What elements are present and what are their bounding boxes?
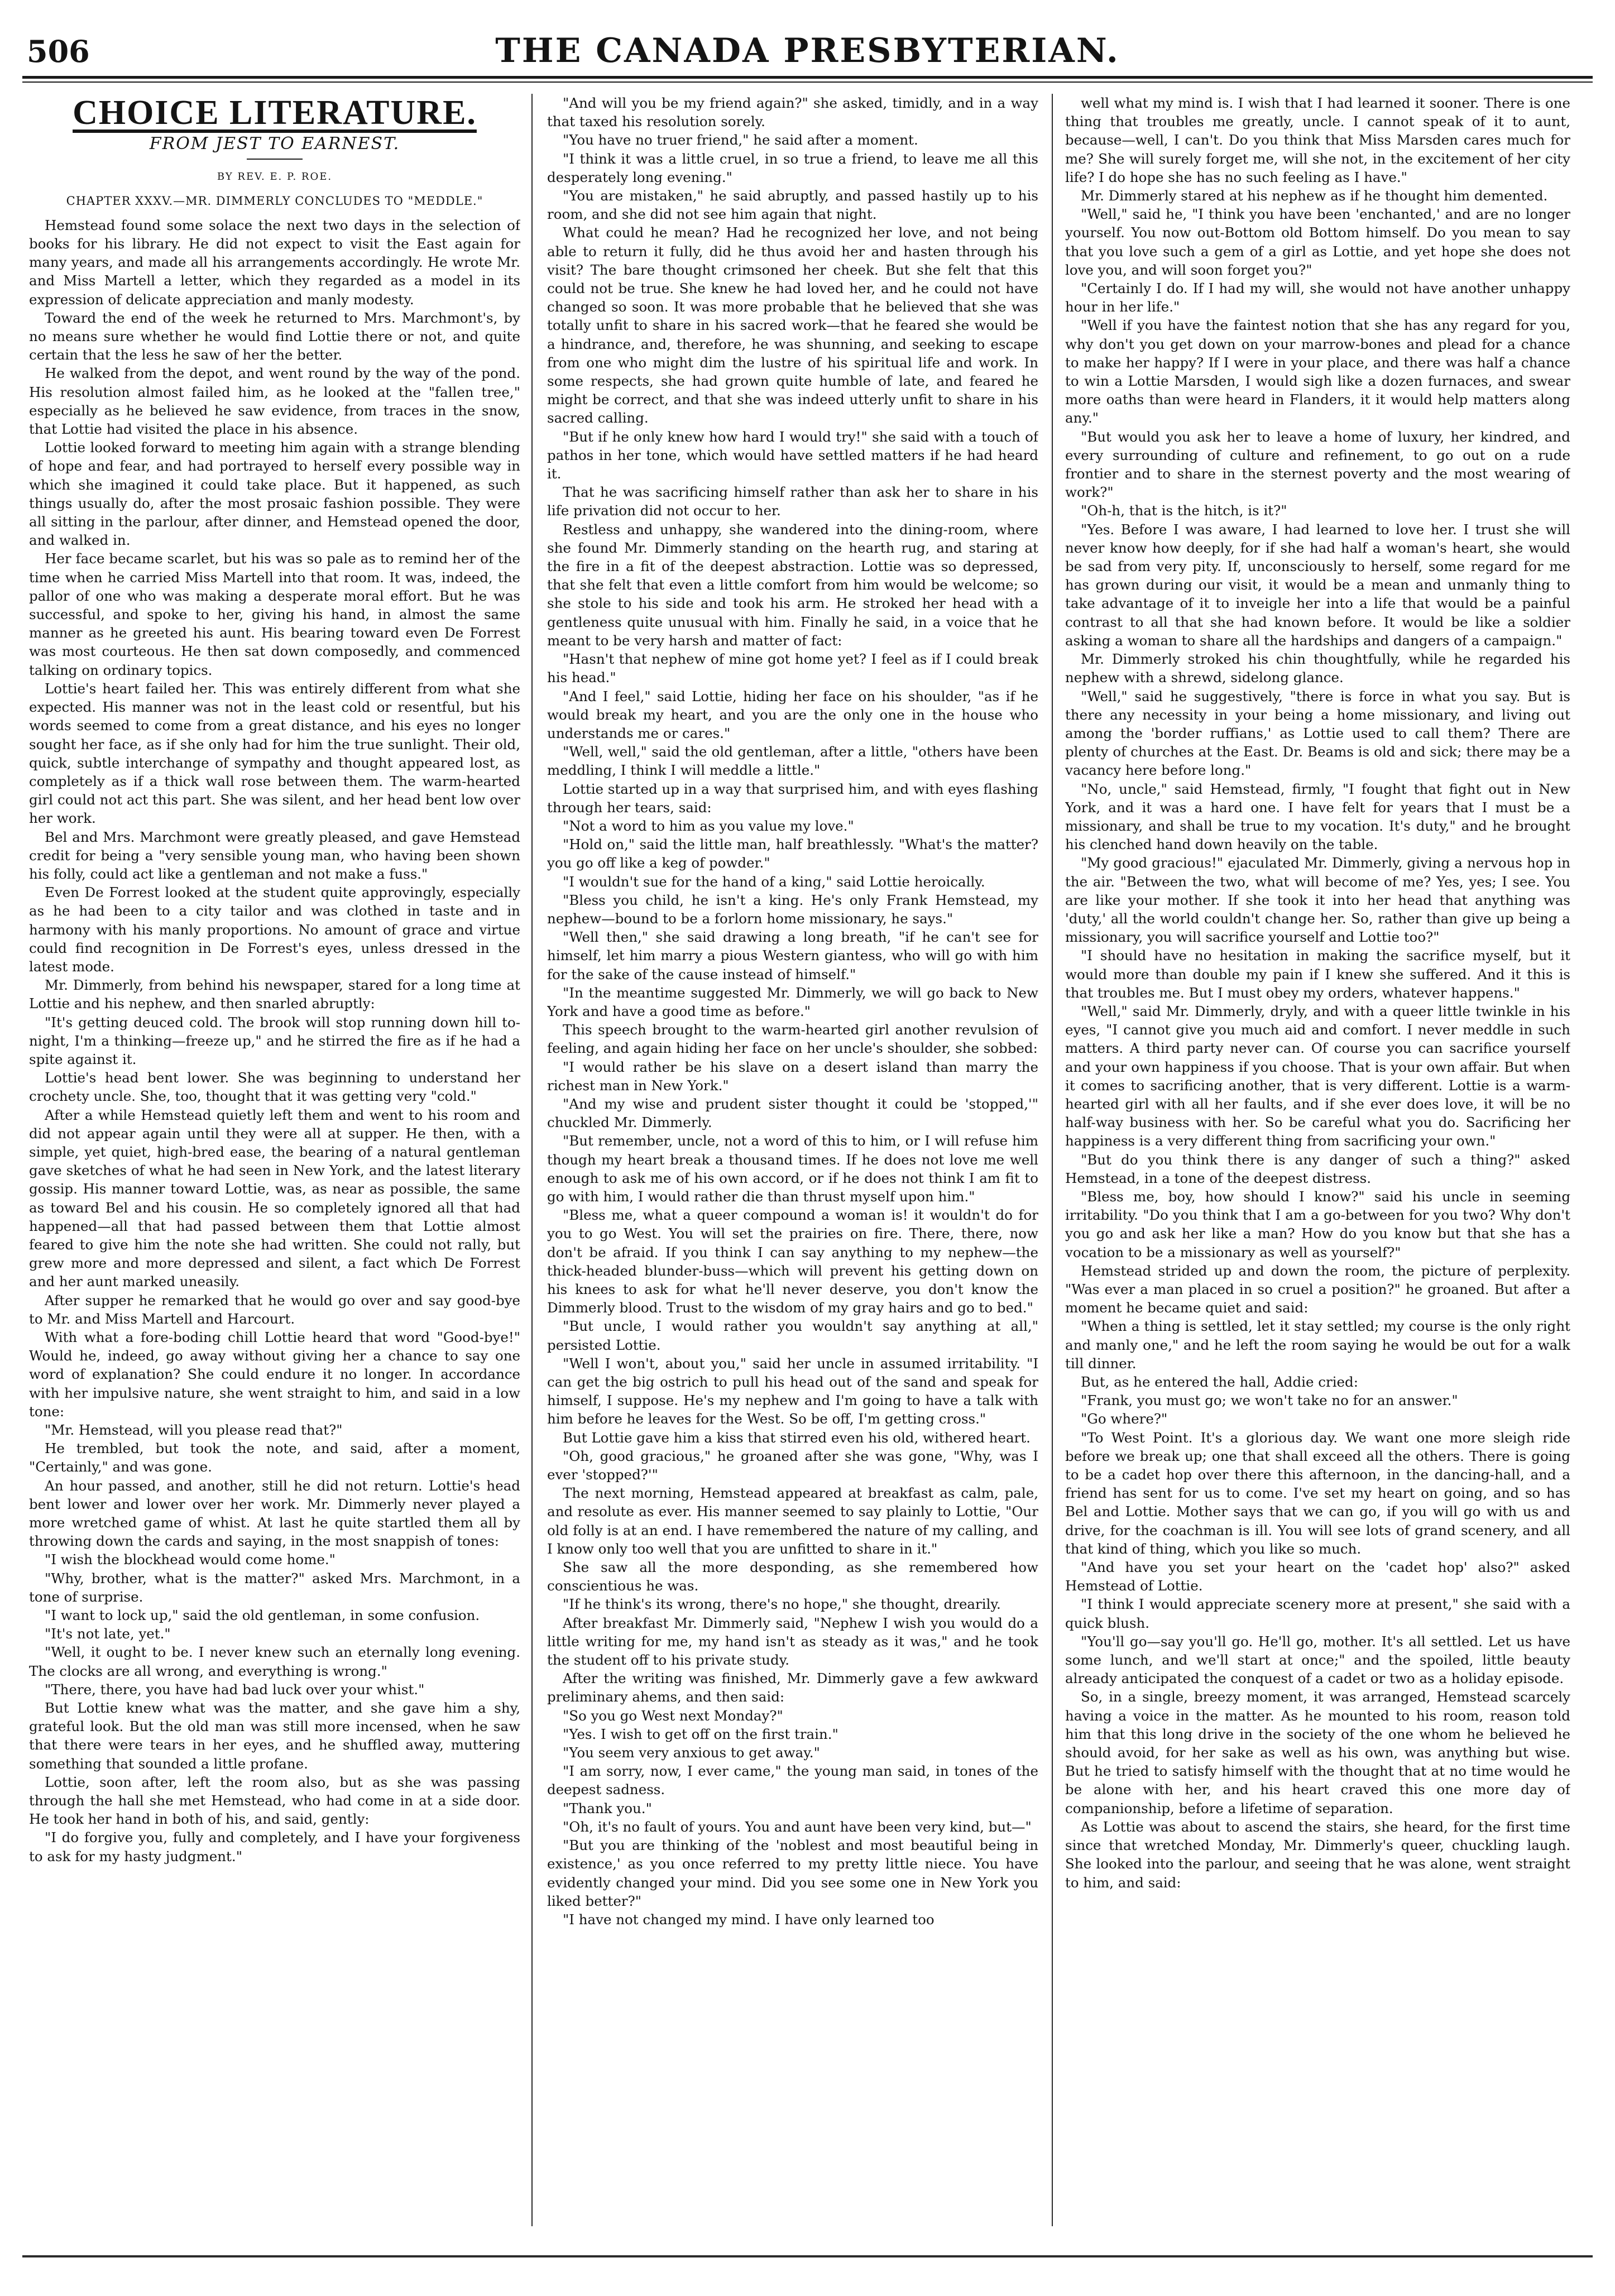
paragraph: "Yes. Before I was aware, I had learned to love her. I trust she will never know how deeply, for if she had half a woman's heart, she would be sad from very pity. If, unconsciously to herself, some regard for me has grown during our visit, it would be a mean and unmanly thing to take advantage of it to inveigle her into a life that would be a painful contrast to all that she had known before. It would be like a soldier asking a woman to share all the hardships and dangers of a campaign." bbox=[1065, 521, 1570, 649]
paragraph: "Frank, you must go; we won't take no for an answer." bbox=[1081, 1392, 1458, 1409]
paragraph: "Go where?" bbox=[1081, 1411, 1168, 1427]
paragraph: The next morning, Hemstead appeared at breakfast as calm, pale, and resolute as ever. His manner seemed to say plainly to Lottie, "Our old folly is at an end. I have remembered the nature of my calling, and I know only too well that you are unfitted to share in it." bbox=[547, 1485, 1038, 1557]
paragraph: "Well, well," said the old gentleman, after a little, "others have been meddling, I think I will meddle a little." bbox=[547, 744, 1038, 779]
paragraph: But, as he entered the hall, Addie cried: bbox=[1081, 1374, 1358, 1391]
paragraph: Lottie started up in a way that surprised him, and with eyes flashing through her tears, said: bbox=[547, 780, 1038, 816]
paragraph: He trembled, but took the note, and said, after a moment, "Certainly," and was gone. bbox=[29, 1440, 520, 1475]
paragraph: "Well I won't, about you," said her uncle in assumed irritability. "I can get the big ostrich to pull his head out of the sand and speak for himself, I suppose. He's my nephew and I'm going to have a talk with him before he leaves for the West. So be off, I'm getting cross." bbox=[547, 1355, 1038, 1427]
paragraph: As Lottie was about to ascend the stairs, she heard, for the first time since that wretched Monday, Mr. Dimmerly's queer, chuckling laugh. She looked into the parlour, and seeing that he was alone, went straight to him, and said: bbox=[1065, 1818, 1570, 1891]
paragraph: "I have not changed my mind. I have only learned too bbox=[563, 1911, 935, 1928]
section-heading: CHOICE LITERATURE. bbox=[73, 94, 477, 132]
paragraph: "You seem very anxious to get away." bbox=[563, 1744, 820, 1761]
paragraph: "I should have no hesitation in making the sacrifice myself, but it would more than double my pain if I knew she suffered. And it this is that troubles me. But I must obey my orders, whatever happens." bbox=[1065, 947, 1570, 1001]
paragraph: She saw all the more desponding, as she remembered how conscientious he was. bbox=[547, 1559, 1038, 1594]
paragraph: Lottie's head bent lower. She was beginning to understand her crochety uncle. She, too, thought that it was getting very "cold." bbox=[29, 1070, 520, 1105]
paragraph: "Oh, it's no fault of yours. You and aunt have been very kind, but—" bbox=[563, 1818, 1032, 1835]
header-rule bbox=[22, 76, 1593, 79]
paragraph: An hour passed, and another, still he did not return. Lottie's head bent lower and lower over her work. Mr. Dimmerly never played a more wretched game of whist. At last he quite startled them all by throwing down the cards and saying, in the most snappish of tones: bbox=[29, 1477, 520, 1550]
paragraph: "But do you think there is any danger of such a thing?" asked Hemstead, in a tone of the deepest distress. bbox=[1065, 1151, 1570, 1186]
paragraph: "Well, it ought to be. I never knew such an eternally long evening. The clocks are all wrong, and everything is wrong." bbox=[29, 1644, 520, 1679]
paragraph: "Thank you." bbox=[563, 1800, 652, 1816]
column-3-text bbox=[1065, 94, 1570, 1892]
paragraph: Mr. Dimmerly, from behind his newspaper, stared for a long time at Lottie and his nephew, and then snarled abruptly: bbox=[29, 977, 520, 1012]
paragraph: well what my mind is. I wish that I had learned it sooner. There is one thing that troubles me greatly, uncle. I cannot speak of it to aunt, because—well, I can't. Do you think that Miss Marsden cares much for me? She will surely forget me, will she not, in the excitement of her city life? I do hope she has no such feeling as I have." bbox=[1065, 95, 1570, 185]
paragraph: Lottie's heart failed her. This was entirely different from what she expected. His manner was not in the least cold or resentful, but his words seemed to come from a great distance, and his eyes no longer sought her face, as if she only had for him the true sunlight. Their old, quick, subtle interchange of sympathy and thought appeared lost, as completely as if a thick wall rose between them. The warm-hearted girl could not act this part. She was silent, and her head bent low over her work. bbox=[29, 680, 520, 827]
paragraph: "Well," said Mr. Dimmerly, dryly, and with a queer little twinkle in his eyes, "I cannot give you much aid and comfort. I never meddle in such matters. A third party never can. Of course you can sacrifice yourself and your own happiness if you choose. That is your own affair. But when it comes to sacrificing another, that is very different. Lottie is a warm-hearted girl with all her faults, and if she ever does love, it will be no half-way business with her. So be careful what you do. Sacrificing her happiness is a very different thing from sacrificing your own." bbox=[1065, 1003, 1570, 1149]
paragraph: After supper he remarked that he would go over and say good-bye to Mr. and Miss Martell and Harcourt. bbox=[29, 1292, 520, 1327]
paragraph: "I do forgive you, fully and completely, and I have your forgiveness to ask for my hasty judgment." bbox=[29, 1829, 520, 1864]
paragraph: "But uncle, I would rather you wouldn't say anything at all," persisted Lottie. bbox=[547, 1318, 1038, 1353]
paragraph: "Well," said he suggestively, "there is force in what you say. But is there any necessity in your being a home missionary, and living out among the 'border ruffians,' as Lottie used to call them? There are plenty of churches at the East. Dr. Beams is old and sick; there may be a vacancy here before long." bbox=[1065, 688, 1570, 779]
paragraph: "Well if you have the faintest notion that she has any regard for you, why don't you get down on your marrow-bones and plead for a chance to make her happy? If I were in your place, and there was half a chance to win a Lottie Marsden, I would sigh like a dozen furnaces, and swear more oaths than were heard in Flanders, it it would help matters along any." bbox=[1065, 317, 1570, 426]
paragraph: "Certainly I do. If I had my will, she would not have another unhappy hour in her life." bbox=[1065, 280, 1570, 315]
paragraph: "I think I would appreciate scenery more at present," she said with a quick blush. bbox=[1065, 1596, 1570, 1631]
paragraph: Lottie looked forward to meeting him again with a strange blending of hope and fear, and had portrayed to herself every possible way in which she imagined it could take place. But it happened, as such things usually do, after the most prosaic fashion possible. They were all sitting in the parlour, after dinner, and Hemstead opened the door, and walked in. bbox=[29, 439, 520, 549]
paragraph: After a while Hemstead quietly left them and went to his room and did not appear again until they were all at supper. He then, with a simple, yet quiet, high-bred ease, the bearing of a natural gentleman gave sketches of what he had seen in New York, and the latest literary gossip. His manner toward Lottie, was, as near as possible, the same as toward Bel and his cousin. He so completely ignored all that had happened—all that had passed between them that Lottie almost feared to give him the note she had written. She could not rally, but grew more and more depressed and silent, a fact which De Forrest and her aunt marked uneasily. bbox=[29, 1106, 520, 1290]
paragraph: But Lottie gave him a kiss that stirred even his old, withered heart. bbox=[563, 1429, 1031, 1446]
page-number: 506 bbox=[27, 33, 90, 69]
paragraph: This speech brought to the warm-hearted girl another revulsion of feeling, and again hiding her face on her uncle's shoulder, she sobbed: bbox=[547, 1022, 1038, 1057]
paragraph: "Hasn't that nephew of mine got home yet? I feel as if I could break his head." bbox=[547, 651, 1038, 686]
paragraph: "But if he only knew how hard I would try!" she said with a touch of pathos in her tone, which would have settled matters if he had heard it. bbox=[547, 428, 1038, 482]
paragraph: Hemstead found some solace the next two days in the selection of books for his library. He did not expect to visit the East again for many years, and made all his arrangements accordingly. He wrote Mr. and Miss Martell a letter, which they regarded as a model in its expression of delicate appreciation and manly modesty. bbox=[29, 217, 520, 308]
column-divider bbox=[1052, 94, 1053, 2226]
paragraph: "I would rather be his slave on a desert island than marry the richest man in New York." bbox=[547, 1058, 1038, 1094]
paragraph: After the writing was finished, Mr. Dimmerly gave a few awkward preliminary ahems, and then said: bbox=[547, 1670, 1038, 1705]
chapter-heading: CHAPTER XXXV.—MR. DIMMERLY CONCLUDES TO "MEDDLE." bbox=[66, 194, 483, 208]
paragraph: "Hold on," said the little man, half breathlessly. "What's the matter? you go off like a keg of powder." bbox=[547, 836, 1038, 871]
paragraph: "Not a word to him as you value my love." bbox=[563, 817, 854, 834]
paragraph: "Well," said he, "I think you have been 'enchanted,' and are no longer yourself. You now out-Bottom old Bottom himself. Do you mean to say that you love such a gem of a girl as Lottie, and yet hope she does not love you, and will soon forget you?" bbox=[1065, 206, 1570, 278]
paragraph: "Why, brother, what is the matter?" asked Mrs. Marchmont, in a tone of surprise. bbox=[29, 1570, 520, 1605]
paragraph: "My good gracious!" ejaculated Mr. Dimmerly, giving a nervous hop in the air. "Between the two, what will become of me? Yes, yes; I see. You are like your mother. If she took it into her head that anything was 'duty,' all the world couldn't change her. So, rather than give up being a missionary, you will sacrifice yourself and Lottie too?" bbox=[1065, 855, 1570, 946]
paragraph: Bel and Mrs. Marchmont were greatly pleased, and gave Hemstead credit for being a "very sensible young man, who having been shown his folly, could act like a gentleman and not make a fuss." bbox=[29, 828, 520, 882]
column-divider bbox=[531, 94, 533, 2226]
paragraph: "Well then," she said drawing a long breath, "if he can't see for himself, let him marry a pious Western giantess, who will go with him for the sake of the cause instead of himself." bbox=[547, 929, 1038, 982]
column-2-text bbox=[547, 94, 1038, 1929]
paragraph: "But remember, uncle, not a word of this to him, or I will refuse him though my heart break a thousand times. If he does not love me well enough to ask me of his own accord, or if he does not think I am fit to go with him, I would rather die than thrust myself upon him." bbox=[547, 1133, 1038, 1205]
paragraph: So, in a single, breezy moment, it was arranged, Hemstead scarcely having a voice in the matter. As he mounted to his room, reason told him that this long drive in the society of the one whom he believed he should avoid, for her sake as well as his own, was anything but wise. But he tried to satisfy himself with the thought that at no time would he be alone with her, and his heart craved this one more day of companionship, before a lifetime of separation. bbox=[1065, 1689, 1570, 1816]
byline: BY REV. E. P. ROE. bbox=[217, 171, 333, 183]
story-title: FROM JEST TO EARNEST. bbox=[149, 134, 400, 154]
paragraph: What could he mean? Had he recognized her love, and not being able to return it fully, did he thus avoid her and hasten through his visit? The bare thought crimsoned her cheek. But she felt that this could not be true. She knew he had loved her, and he could not have changed so soon. It was more probable that he believed that she was totally unfit to share in his sacred work—that he feared she would be a hindrance, and, therefore, he was shunning, and seeking to escape from one who might dim the lustre of his spiritual life and work. In some respects, she had grown quite humble of late, and feared he might be correct, and that she was indeed utterly unfit to share in his sacred calling. bbox=[547, 224, 1038, 426]
header-rule-thin bbox=[22, 82, 1593, 83]
paragraph: "To West Point. It's a glorious day. We want one more sleigh ride before we break up; one that shall exceed all the others. There is going to be a cadet hop over there this afternoon, in the dancing-hall, and a friend has sent for us to come. I've set my heart on going, and so has Bel and Lottie. Mother says that we can go, if you will go with us and drive, for the coachman is ill. You will see lots of grand scenery, and all that kind of thing, which you like so much. bbox=[1065, 1429, 1570, 1557]
paragraph: Hemstead strided up and down the room, the picture of perplexity. "Was ever a man placed in so cruel a position?" he groaned. But after a moment he became quiet and said: bbox=[1065, 1262, 1570, 1316]
title-rule bbox=[247, 159, 303, 160]
paragraph: "In the meantime suggested Mr. Dimmerly, we will go back to New York and have a good time as before." bbox=[547, 984, 1038, 1019]
column-1 bbox=[29, 94, 520, 2226]
paragraph: "Yes. I wish to get off on the first train." bbox=[563, 1725, 838, 1742]
paragraph: "I wouldn't sue for the hand of a king," said Lottie heroically. bbox=[563, 873, 985, 890]
paragraph: "Bless me, what a queer compound a woman is! it wouldn't do for you to go West. You will set the prairies on fire. There, there, now don't be afraid. If you think I can say anything to my nephew—the thick-headed blunder-buss—which will prevent his getting down on his knees to ask for what he'll never deserve, you don't know the Dimmerly blood. Trust to the wisdom of my gray hairs and go to bed." bbox=[547, 1207, 1038, 1316]
paragraph: With what a fore-boding chill Lottie heard that word "Good-bye!" Would he, indeed, go away without giving her a chance to say one word of explanation? She could endure it no longer. In accordance with her impulsive nature, she went straight to him, and said in a low tone: bbox=[29, 1329, 520, 1420]
paragraph: Her face became scarlet, but his was so pale as to remind her of the time when he carried Miss Martell into that room. It was, indeed, the pallor of one who was making a desperate moral effort. But he was successful, and spoke to her, giving his hand, in almost the same manner as he greeted his aunt. His bearing toward even De Forrest was most courteous. He then sat down composedly, and commenced talking on ordinary topics. bbox=[29, 550, 520, 678]
paragraph: "And will you be my friend again?" she asked, timidly, and in a way that taxed his resolution sorely. bbox=[547, 95, 1038, 130]
paragraph: "You are mistaken," he said abruptly, and passed hastily up to his room, and she did not see him again that night. bbox=[547, 188, 1038, 223]
paragraph: "I am sorry, now, I ever came," the young man said, in tones of the deepest sadness. bbox=[547, 1763, 1038, 1798]
paragraph: "When a thing is settled, let it stay settled; my course is the only right and manly one," and he left the room saying he would be out for a walk till dinner. bbox=[1065, 1318, 1570, 1372]
column-1-text bbox=[29, 216, 520, 1866]
paragraph: Lottie, soon after, left the room also, but as she was passing through the hall she met Hemstead, who had come in at a side door. He took her hand in both of his, and said, gently: bbox=[29, 1773, 520, 1828]
paragraph: "Bless me, boy, how should I know?" said his uncle in seeming irritability. "Do you think that I am a go-between for you two? Why don't you go and ask her like a man? How do you know but that she has a vocation to be a missionary as well as yourself?" bbox=[1065, 1188, 1570, 1260]
paragraph: "And I feel," said Lottie, hiding her face on his shoulder, "as if he would break my heart, and you are the only one in the house who understands me or cares." bbox=[547, 688, 1038, 741]
paragraph: "I think it was a little cruel, in so true a friend, to leave me all this desperately long evening." bbox=[547, 150, 1038, 185]
paragraph: "So you go West next Monday?" bbox=[563, 1707, 783, 1724]
paragraph: "Mr. Hemstead, will you please read that?" bbox=[45, 1422, 343, 1439]
paragraph: "And my wise and prudent sister thought it could be 'stopped,'" chuckled Mr. Dimmerly. bbox=[547, 1095, 1038, 1131]
masthead: THE CANADA PRESBYTERIAN. bbox=[495, 31, 1120, 70]
footer-rule bbox=[22, 2255, 1593, 2257]
paragraph: "You have no truer friend," he said after a moment. bbox=[563, 132, 918, 148]
paragraph: "Oh-h, that is the hitch, is it?" bbox=[1081, 502, 1287, 519]
paragraph: Toward the end of the week he returned to Mrs. Marchmont's, by no means sure whether he would find Lottie there or not, and quite certain that the less he saw of her the better. bbox=[29, 309, 520, 363]
paragraph: "I wish the blockhead would come home." bbox=[45, 1551, 336, 1568]
paragraph: But Lottie knew what was the matter, and she gave him a shy, grateful look. But the old man was still more incensed, when he saw that there were tears in her eyes, and he shuffled away, muttering something that sounded a little profane. bbox=[29, 1700, 520, 1772]
paragraph: "But would you ask her to leave a home of luxury, her kindred, and every surrounding of culture and refinement, to go out on a rude frontier and to share in the sternest poverty and the most wearing of work?" bbox=[1065, 428, 1570, 501]
paragraph: "I want to lock up," said the old gentleman, in some confusion. bbox=[45, 1607, 480, 1624]
paragraph: That he was sacrificing himself rather than ask her to share in his life privation did not occur to her. bbox=[547, 484, 1038, 519]
paragraph: "It's getting deuced cold. The brook will stop running down hill to-night, I'm a thinking—freeze up," and he stirred the fire as if he had a spite against it. bbox=[29, 1014, 520, 1067]
paragraph: He walked from the depot, and went round by the way of the pond. His resolution almost failed him, as he looked at the "fallen tree," especially as he believed he saw evidence, from traces in the snow, that Lottie had visited the place in his absence. bbox=[29, 365, 520, 438]
column-3 bbox=[1065, 94, 1570, 2226]
paragraph: "Bless you child, he isn't a king. He's only Frank Hemstead, my nephew—bound to be a forlorn home missionary, he says." bbox=[547, 891, 1038, 927]
paragraph: "And have you set your heart on the 'cadet hop' also?" asked Hemstead of Lottie. bbox=[1065, 1559, 1570, 1594]
paragraph: "There, there, you have had bad luck over your whist." bbox=[45, 1681, 425, 1698]
paragraph: "You'll go—say you'll go. He'll go, mother. It's all settled. Let us have some lunch, and we'll start at once;" and the spoiled, little beauty already anticipated the conquest of a cadet or two as a holiday episode. bbox=[1065, 1633, 1570, 1687]
paragraph: "It's not late, yet." bbox=[45, 1626, 171, 1642]
paragraph: After breakfast Mr. Dimmerly said, "Nephew I wish you would do a little writing for me, my hand isn't as steady as it was," and he took the student off to his private study. bbox=[547, 1614, 1038, 1669]
paragraph: "Oh, good gracious," he groaned after she was gone, "Why, was I ever 'stopped?'" bbox=[547, 1447, 1038, 1483]
paragraph: "If he think's its wrong, there's no hope," she thought, drearily. bbox=[563, 1596, 1001, 1613]
paragraph: "No, uncle," said Hemstead, firmly, "I fought that fight out in New York, and it was a hard one. I have felt for years that I must be a missionary, and shall be true to my vocation. It's duty," and he brought his clenched hand down heavily on the table. bbox=[1065, 780, 1570, 853]
column-2 bbox=[547, 94, 1038, 2226]
paragraph: Mr. Dimmerly stroked his chin thoughtfully, while he regarded his nephew with a shrewd, sidelong glance. bbox=[1065, 651, 1570, 686]
paragraph: Even De Forrest looked at the student quite approvingly, especially as he had been to a city tailor and was clothed in taste and in harmony with his manly proportions. No amount of grace and virtue could find recognition in De Forrest's eyes, unless dressed in the latest mode. bbox=[29, 884, 520, 975]
paragraph: Mr. Dimmerly stared at his nephew as if he thought him demented. bbox=[1081, 188, 1548, 204]
paragraph: Restless and unhappy, she wandered into the dining-room, where she found Mr. Dimmerly standing on the hearth rug, and staring at the fire in a fit of the deepest abstraction. Lottie was so depressed, that she felt that even a little comfort from him would be welcome; so she stole to his side and took his arm. He stroked her head with a gentleness quite unusual with him. Finally he said, in a voice that he meant to be very harsh and matter of fact: bbox=[547, 521, 1038, 649]
paragraph: "But you are thinking of the 'noblest and most beautiful being in existence,' as you once referred to my pretty little niece. You have evidently changed your mind. Did you see some one in New York you liked better?" bbox=[547, 1837, 1038, 1909]
